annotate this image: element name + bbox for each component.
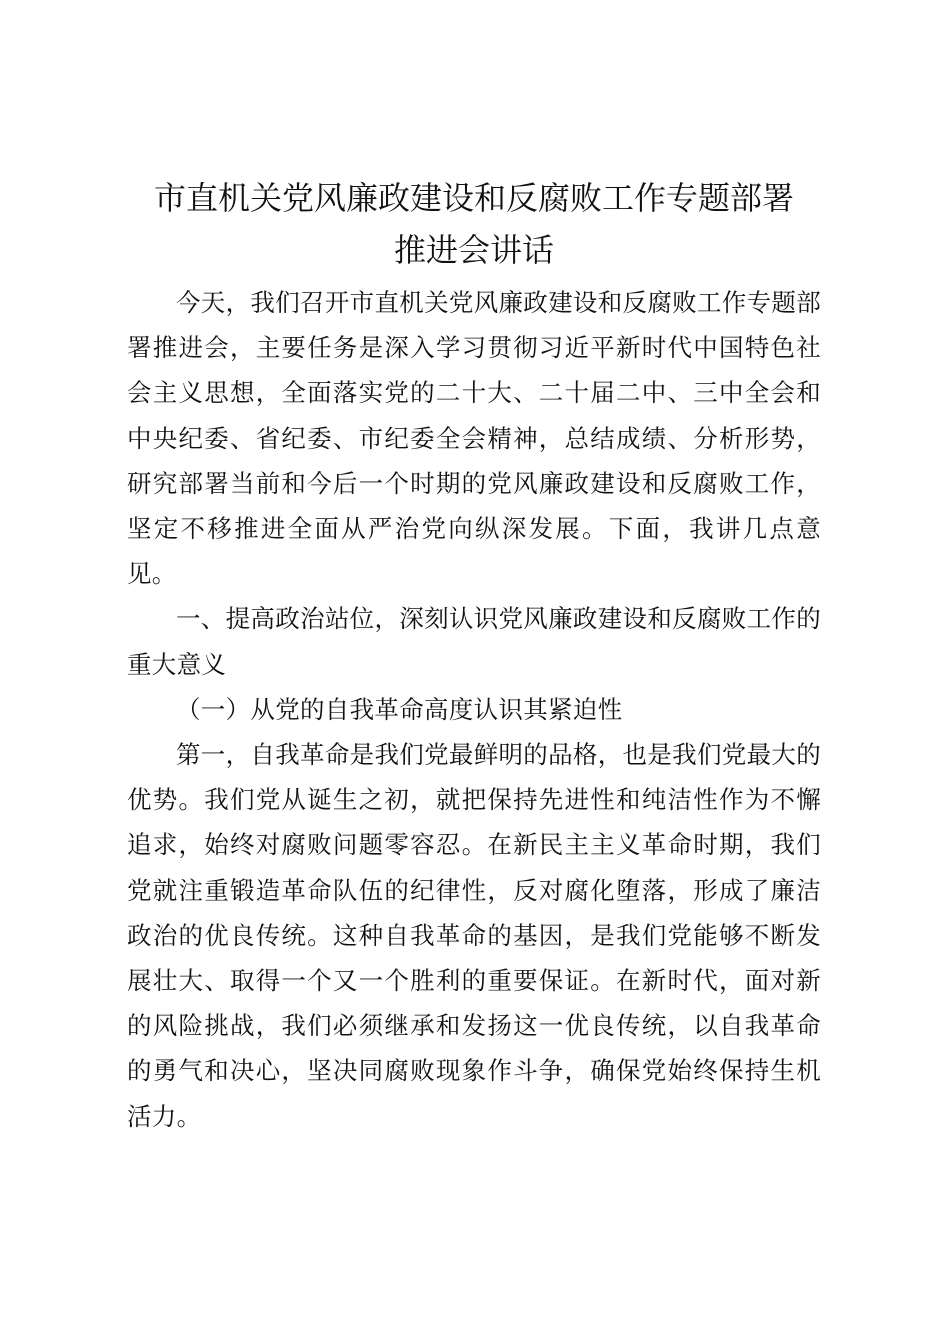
subsection-heading-1: （一）从党的自我革命高度认识其紧迫性 xyxy=(176,694,623,724)
body-paragraph-1: 第一，自我革命是我们党最鲜明的品格，也是我们党最大的优势。我们党从诞生之初，就把保持先进性和纯洁性作为不懈追求，始终对腐败问题零容忍。在新民主主义革命时期，我们党就注重锻造革命队伍的纪律性，反对腐化堕落，形成了廉洁政治的优良传统。这种自我革命的基因，是我们党能够不断发展壮大、取得一个又一个胜利的重要保证。在新时代，面对新的风险挑战，我们必须继承和发扬这一优良传统，以自我革命的勇气和决心，坚决同腐败现象作斗争，确保党始终保持生机活力。 xyxy=(127,740,821,1131)
intro-paragraph: 今天，我们召开市直机关党风廉政建设和反腐败工作专题部署推进会，主要任务是深入学习贯彻习近平新时代中国特色社会主义思想，全面落实党的二十大、二十届二中、三中全会和中央纪委、省纪委、市纪委全会精神，总结成绩、分析形势，研究部署当前和今后一个时期的党风廉政建设和反腐败工作，坚定不移推进全面从严治党向纵深发展。下面，我讲几点意见。 xyxy=(127,288,821,589)
section-heading-1: 一、提高政治站位，深刻认识党风廉政建设和反腐败工作的重大意义 xyxy=(127,604,821,679)
document-title xyxy=(114,172,834,276)
title-line-1: 市直机关党风廉政建设和反腐败工作专题部署 xyxy=(153,179,794,217)
title-line-2: 推进会讲话 xyxy=(393,231,554,269)
document-page xyxy=(127,172,821,1139)
